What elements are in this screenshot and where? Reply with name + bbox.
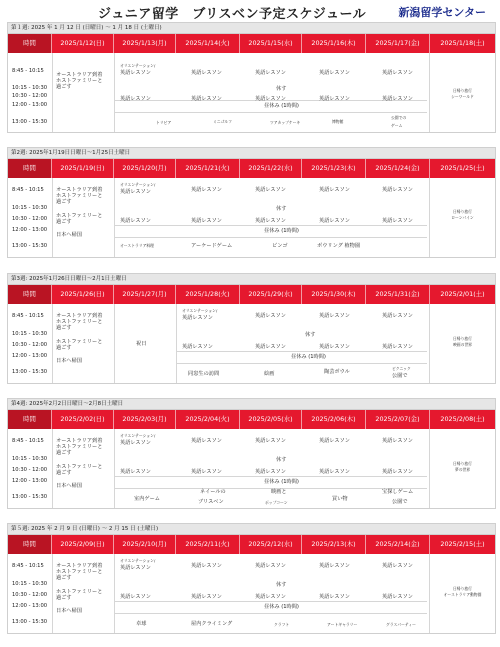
day-header-thu: 2025/1/30(木) xyxy=(302,285,366,304)
lesson-label: 英語レスソン xyxy=(191,70,222,76)
lesson-label: 英語レスソン xyxy=(255,344,286,350)
lesson-label: 英語レスソン xyxy=(255,563,286,569)
activity-label: 公園での xyxy=(391,115,407,120)
lesson-label: 英語レスソン xyxy=(382,438,413,444)
lesson-label: 英語レスソン xyxy=(255,218,286,224)
lesson-label: 英語レスソン xyxy=(319,96,350,102)
orientation-label: オリエンテーション/ xyxy=(120,63,156,68)
sunday-text: オーストラリア到着 xyxy=(56,187,103,193)
sunday-text: 日本へ帰国 xyxy=(56,483,82,489)
time-slot: 12:00 - 13:00 xyxy=(12,353,48,359)
lesson-label: 英語レスソン xyxy=(382,313,413,319)
sunday-text: 日本へ帰国 xyxy=(56,358,82,364)
activity-label: ネイールの xyxy=(200,489,226,495)
orientation-label: オリエンテーション/ xyxy=(182,308,218,313)
sunday-text: 過ごす xyxy=(56,470,72,476)
activity-label: 公園で xyxy=(392,373,408,379)
lesson-label: 英語レスソン xyxy=(182,344,213,350)
orientation-label: オリエンテーション/ xyxy=(120,182,156,187)
activity-label: 絵画 xyxy=(264,371,275,377)
lesson-label: 英語レスソン xyxy=(319,313,350,319)
lesson-label: 英語レスソン xyxy=(382,70,413,76)
lesson-label: 英語レスソン xyxy=(191,594,222,600)
day-header-fri: 2025/1/31(金) xyxy=(366,285,430,304)
time-slot: 10:30 - 12:00 xyxy=(12,93,48,99)
day-header-sat: 2025/2/15(土) xyxy=(440,540,485,548)
time-slot: 12:00 - 13:00 xyxy=(12,102,48,108)
day-header-mon: 2025/1/27(月) xyxy=(114,285,176,304)
week-grid xyxy=(8,285,495,383)
lunch-label: 昼休み (1時間) xyxy=(264,479,299,485)
activity-label: 同窓生の訪問 xyxy=(188,371,220,377)
lesson-label: 英語レスソン xyxy=(319,563,350,569)
activity-label: ミニゴルフ xyxy=(213,119,232,124)
sunday-text: 過ごす xyxy=(56,575,72,581)
time-slot: 10:15 - 10:30 xyxy=(12,205,48,211)
activity-label: アーケードゲーム xyxy=(191,243,233,249)
activity-label: 室内ゲーム xyxy=(134,496,160,502)
day-header-thu: 2025/2/06(木) xyxy=(302,410,366,429)
lunch-label: 昼休み (1時間) xyxy=(264,228,299,234)
break-label: 休す xyxy=(305,332,316,338)
page-title: ジュニア留学 ブリスベン予定スケジュール xyxy=(98,7,367,22)
sunday-text: 過ごす xyxy=(56,450,72,456)
sunday-text: 過ごす xyxy=(56,595,72,601)
saturday-trip: シーワールド xyxy=(451,94,474,99)
sunday-text: 過ごす xyxy=(56,219,72,225)
lesson-label: 英語レスソン xyxy=(120,189,151,195)
activity-label: ビンゴ xyxy=(272,243,288,249)
sunday-text: 日本へ帰国 xyxy=(56,232,82,238)
sunday-text: 過ごす xyxy=(56,345,72,351)
day-header-mon: 2025/1/13(月) xyxy=(114,34,176,53)
day-header-tue: 2025/1/28(火) xyxy=(176,285,240,304)
lesson-label: 英語レスソン xyxy=(182,315,213,321)
day-header-tue: 2025/2/11(火) xyxy=(176,535,240,554)
organization-name: 新潟留学センター xyxy=(398,6,486,19)
day-header-mon: 2025/2/03(月) xyxy=(114,410,176,429)
time-slot: 13:00 - 15:30 xyxy=(12,119,48,125)
week-3-section xyxy=(7,273,496,384)
day-header-wed: 2025/1/29(水) xyxy=(240,285,302,304)
sunday-text: 過ごす xyxy=(56,84,72,90)
lesson-label: 英語レスソン xyxy=(255,313,286,319)
saturday-trip: オーストラリア動物園 xyxy=(443,592,482,597)
sunday-text: ホストファミリーと xyxy=(56,339,103,345)
sunday-text: オーストラリア到着 xyxy=(56,72,103,78)
lesson-label: 英語レスソン xyxy=(120,565,151,571)
lesson-label: 英語レスソン xyxy=(382,344,413,350)
activity-label: ピクニック xyxy=(392,366,411,371)
lesson-label: 英語レスソン xyxy=(191,187,222,193)
day-header-row xyxy=(8,410,495,429)
saturday-trip: 日帰り旅行 xyxy=(453,88,472,93)
time-slot: 10:15 - 10:30 xyxy=(12,85,48,91)
activity-label: 宝探しゲーム xyxy=(382,489,414,495)
lesson-label: 英語レスソン xyxy=(255,96,286,102)
activity-label: 陶芸ボウル xyxy=(324,369,350,375)
time-header: 時間 xyxy=(8,410,52,429)
time-header: 時間 xyxy=(8,34,52,53)
lesson-label: 英語レスソン xyxy=(319,344,350,350)
lesson-label: 英語レスソン xyxy=(120,96,151,102)
day-header-tue: 2025/1/14(火) xyxy=(176,34,240,53)
lesson-label: 英語レスソン xyxy=(255,438,286,444)
activity-label: 博物館 xyxy=(332,119,344,124)
week-5-section xyxy=(7,523,496,634)
week-4-section xyxy=(7,398,496,509)
day-header-fri: 2025/1/17(金) xyxy=(366,34,430,53)
lesson-label: 英語レスソン xyxy=(319,438,350,444)
activity-label: ブリスベン xyxy=(198,499,224,505)
saturday-trip: 日帰り旅行 xyxy=(453,461,472,466)
lesson-label: 英語レスソン xyxy=(255,469,286,475)
sunday-text: ホストファミリーと xyxy=(56,193,103,199)
saturday-trip: ローンパイン xyxy=(451,215,474,220)
saturday-trip: 夢の世界 xyxy=(454,467,471,472)
break-label: 休す xyxy=(276,457,287,463)
day-header-sun: 2025/1/12(日) xyxy=(52,34,114,53)
saturday-trip: 日帰り旅行 xyxy=(453,209,472,214)
sunday-text: オーストラリア到着 xyxy=(56,313,103,319)
time-slot: 10:30 - 12:00 xyxy=(12,216,48,222)
day-header-wed: 2025/1/15(水) xyxy=(240,34,302,53)
time-slot: 8:45 - 10:15 xyxy=(12,563,44,569)
week-grid xyxy=(8,410,495,508)
day-header-row xyxy=(8,285,495,304)
lesson-label: 英語レスソン xyxy=(191,96,222,102)
time-slot: 13:00 - 15:30 xyxy=(12,494,48,500)
sunday-text: ホストファミリーと xyxy=(56,464,103,470)
day-header-tue: 2025/1/21(火) xyxy=(176,159,240,178)
day-header-wed: 2025/2/05(水) xyxy=(240,410,302,429)
page-header xyxy=(0,0,500,22)
day-header-wed: 2025/1/22(水) xyxy=(240,159,302,178)
activity-label: 屋内クライミング xyxy=(191,621,233,627)
time-slot: 13:00 - 15:30 xyxy=(12,243,48,249)
activity-label: クラフト xyxy=(274,622,290,627)
time-slot: 12:00 - 13:00 xyxy=(12,478,48,484)
week-title: 第2週: 2025年1月19日日曜日～1月25日土曜日 xyxy=(8,148,495,159)
holiday-label: 祝日 xyxy=(136,341,147,347)
day-header-thu: 2025/1/16(木) xyxy=(302,34,366,53)
week-title: 第4週: 2025年2月2日日曜日～2月8日土曜日 xyxy=(8,399,495,410)
day-header-sat: 2025/1/18(土) xyxy=(440,39,485,47)
break-label: 休す xyxy=(276,86,287,92)
lunch-label: 昼休み (1時間) xyxy=(264,604,299,610)
activity-label: グラスパーティー xyxy=(386,622,416,627)
activity-label: トリビア xyxy=(156,120,172,125)
lesson-label: 英語レスソン xyxy=(319,218,350,224)
lesson-label: 英語レスソン xyxy=(382,594,413,600)
time-slot: 10:15 - 10:30 xyxy=(12,581,48,587)
week-grid xyxy=(8,34,495,132)
day-header-sun: 2025/1/19(日) xyxy=(52,159,114,178)
day-header-thu: 2025/2/13(木) xyxy=(302,535,366,554)
lesson-label: 英語レスソン xyxy=(382,563,413,569)
time-slot: 10:15 - 10:30 xyxy=(12,331,48,337)
break-label: 休す xyxy=(276,582,287,588)
week-1-section xyxy=(7,22,496,133)
orientation-label: オリエンテーション/ xyxy=(120,433,156,438)
day-header-sun: 2025/2/09(日) xyxy=(52,535,114,554)
sunday-text: 日本へ帰国 xyxy=(56,608,82,614)
week-2-section xyxy=(7,147,496,258)
saturday-trip: 日帰り旅行 xyxy=(453,586,472,591)
day-header-sat: 2025/1/25(土) xyxy=(440,164,485,172)
lesson-label: 英語レスソン xyxy=(319,70,350,76)
day-header-fri: 2025/2/07(金) xyxy=(366,410,430,429)
activity-label: ボウリング 植物園 xyxy=(317,243,361,249)
lesson-label: 英語レスソン xyxy=(120,218,151,224)
day-header-fri: 2025/1/24(金) xyxy=(366,159,430,178)
activity-label: 買い物 xyxy=(332,496,348,502)
time-slot: 10:30 - 12:00 xyxy=(12,467,48,473)
lunch-label: 昼休み (1時間) xyxy=(264,103,299,109)
sunday-text: 過ごす xyxy=(56,325,72,331)
day-header-row xyxy=(8,535,495,554)
day-header-thu: 2025/1/23(木) xyxy=(302,159,366,178)
week-grid xyxy=(8,159,495,257)
lesson-label: 英語レスソン xyxy=(120,469,151,475)
time-slot: 8:45 - 10:15 xyxy=(12,68,44,74)
sunday-text: ホストファミリーと xyxy=(56,78,103,84)
time-header: 時間 xyxy=(8,535,52,554)
day-header-mon: 2025/2/10(月) xyxy=(114,535,176,554)
lesson-label: 英語レスソン xyxy=(319,594,350,600)
week-title: 第3週: 2025年1月26日日曜日～2月1日土曜日 xyxy=(8,274,495,285)
activity-label: 卓球 xyxy=(136,621,147,627)
lesson-label: 英語レスソン xyxy=(382,187,413,193)
time-slot: 12:00 - 13:00 xyxy=(12,603,48,609)
time-slot: 13:00 - 15:30 xyxy=(12,369,48,375)
day-header-sun: 2025/1/26(日) xyxy=(52,285,114,304)
sunday-text: オーストラリア到着 xyxy=(56,563,103,569)
lesson-label: 英語レスソン xyxy=(382,96,413,102)
activity-label: オーストラリア料理 xyxy=(120,243,154,248)
day-header-mon: 2025/1/20(月) xyxy=(114,159,176,178)
time-slot: 8:45 - 10:15 xyxy=(12,438,44,444)
time-slot: 8:45 - 10:15 xyxy=(12,187,44,193)
time-header: 時間 xyxy=(8,285,52,304)
lesson-label: 英語レスソン xyxy=(382,469,413,475)
activity-label: 公園で xyxy=(392,499,408,505)
lesson-label: 英語レスソン xyxy=(191,218,222,224)
lesson-label: 英語レスソン xyxy=(319,469,350,475)
lunch-label: 昼休み (1時間) xyxy=(291,354,326,360)
day-header-row xyxy=(8,159,495,178)
saturday-trip: 映画の世界 xyxy=(453,342,472,347)
lesson-label: 英語レスソン xyxy=(120,70,151,76)
sunday-text: 過ごす xyxy=(56,199,72,205)
week-grid xyxy=(8,535,495,633)
day-header-sat: 2025/2/01(土) xyxy=(440,290,485,298)
week-title: 第１週: 2025 年 1 月 12 日 (日曜日) ～ 1 月 18 日 (土曜日) xyxy=(8,23,495,34)
sunday-text: ホストファミリーと xyxy=(56,213,103,219)
lesson-label: 英語レスソン xyxy=(255,187,286,193)
day-header-row xyxy=(8,34,495,53)
time-slot: 8:45 - 10:15 xyxy=(12,313,44,319)
day-header-sun: 2025/2/02(日) xyxy=(52,410,114,429)
lesson-label: 英語レスソン xyxy=(120,594,151,600)
day-header-fri: 2025/2/14(金) xyxy=(366,535,430,554)
time-header: 時間 xyxy=(8,159,52,178)
lesson-label: 英語レスソン xyxy=(191,438,222,444)
time-slot: 12:00 - 13:00 xyxy=(12,227,48,233)
week-title: 第５週: 2025 年 2 月 9 日 (日曜日) ～ 2 月 15 日 (土曜日) xyxy=(8,524,495,535)
activity-label: アートギャラリー xyxy=(327,622,358,627)
sunday-text: ホストファミリーと xyxy=(56,444,103,450)
time-slot: 10:15 - 10:30 xyxy=(12,456,48,462)
day-header-tue: 2025/2/04(火) xyxy=(176,410,240,429)
lesson-label: 英語レスソン xyxy=(255,594,286,600)
lesson-label: 英語レスソン xyxy=(191,563,222,569)
time-slot: 13:00 - 15:30 xyxy=(12,619,48,625)
day-header-wed: 2025/2/12(水) xyxy=(240,535,302,554)
break-label: 休す xyxy=(276,206,287,212)
time-slot: 10:30 - 12:00 xyxy=(12,592,48,598)
time-slot: 10:30 - 12:00 xyxy=(12,342,48,348)
lesson-label: 英語レスソン xyxy=(191,469,222,475)
orientation-label: オリエンテーション/ xyxy=(120,558,156,563)
activity-label: 映画と xyxy=(271,489,287,495)
sunday-text: ホストファミリーと xyxy=(56,319,103,325)
sunday-text: オーストラリア到着 xyxy=(56,438,103,444)
lesson-label: 英語レスソン xyxy=(319,187,350,193)
lesson-label: 英語レスソン xyxy=(255,70,286,76)
sunday-text: ホストファミリーと xyxy=(56,589,103,595)
activity-label: ツアカップケーキ xyxy=(270,120,301,125)
lesson-label: 英語レスソン xyxy=(120,440,151,446)
lesson-label: 英語レスソン xyxy=(382,218,413,224)
activity-label: ポップコーン xyxy=(265,500,288,505)
day-header-sat: 2025/2/08(土) xyxy=(440,415,485,423)
saturday-trip: 日帰り旅行 xyxy=(453,336,472,341)
activity-label: ゲーム xyxy=(391,123,403,128)
sunday-text: ホストファミリーと xyxy=(56,569,103,575)
